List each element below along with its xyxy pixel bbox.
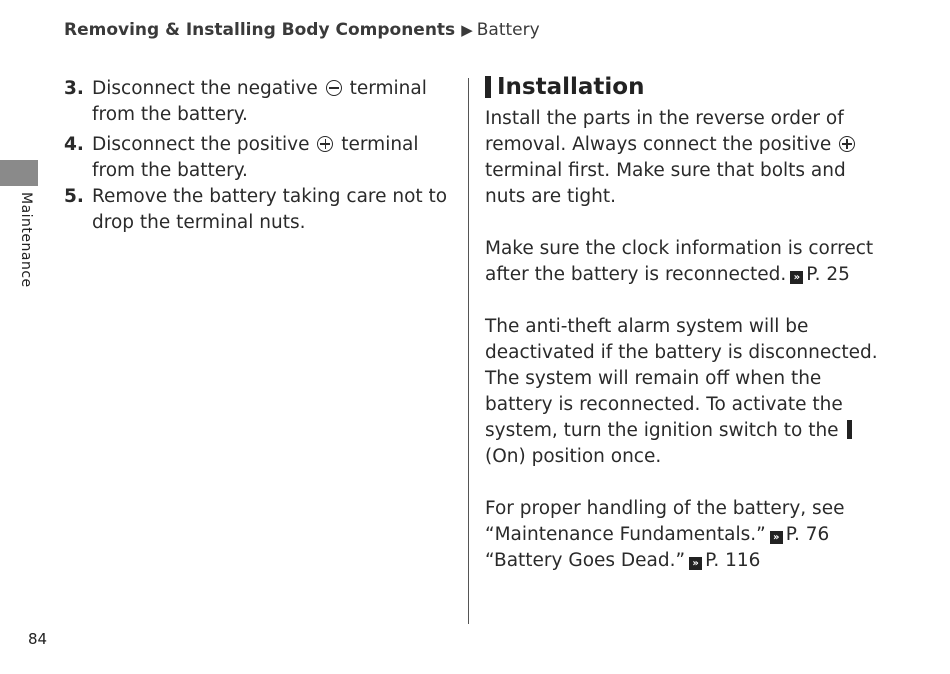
installation-section [485,74,885,574]
page-reference-icon: » [689,557,702,570]
install-text-after: terminal first. Make sure that bolts and nuts are tight. [485,160,846,207]
ignition-on-icon [847,420,852,439]
alarm-activate-after: (On) position once. [485,446,662,467]
clock-page-ref-link[interactable]: P. 25 [806,264,850,285]
install-text-before: Install the parts in the reverse order of removal. Always connect the positive [485,108,844,155]
breadcrumb [64,20,540,40]
breadcrumb-section[interactable]: Removing & Installing Body Components [64,20,456,40]
procedure-steps [64,76,454,236]
step-number: 3. [64,78,84,99]
page-reference-icon: » [790,271,803,284]
page-reference-icon: » [770,531,783,544]
step-text-after: terminal from the battery. [92,78,427,125]
step-number: 5. [64,186,84,207]
side-tab-label: Maintenance [18,192,34,288]
battery-dead-page-ref-link[interactable]: P. 116 [705,550,761,571]
step-4 [64,132,454,184]
step-text-after: terminal from the battery. [92,134,419,181]
section-heading [485,74,885,100]
step-text [92,132,454,184]
alarm-text-2: The system will remain off when the battery is reconnected. [485,368,822,415]
alarm-activate-before: To activate the system, turn the ignition switch to the [485,394,843,441]
heading-bar-icon [485,76,491,98]
breadcrumb-arrow-icon: ▶ [461,21,473,39]
section-title: Installation [497,74,645,100]
minus-circle-icon [326,80,342,96]
battery-dead-ref-text: “Battery Goes Dead.” [485,550,686,571]
step-text [92,76,454,128]
plus-circle-icon [317,136,333,152]
handling-paragraph [485,496,885,574]
step-text-before: Disconnect the negative [92,78,318,99]
step-number: 4. [64,134,84,155]
step-text-before: Disconnect the positive [92,134,310,155]
plus-circle-icon [839,136,855,152]
page-number: 84 [28,630,48,648]
install-paragraph [485,106,885,210]
maintenance-page-ref-link[interactable]: P. 76 [785,524,830,545]
step-5 [64,184,454,236]
step-text: Remove the battery taking care not to drop the terminal nuts. [92,186,448,233]
maintenance-ref-text: “Maintenance Fundamentals.” [485,524,766,545]
column-divider [468,78,469,624]
alarm-text-1: The anti-theft alarm system will be deactivated if the battery is disconnected. [485,316,878,363]
breadcrumb-page: Battery [476,20,540,40]
alarm-paragraph [485,314,885,470]
handling-text: For proper handling of the battery, see [485,498,845,519]
clock-text: Make sure the clock information is correct after the battery is reconnected. [485,238,874,285]
clock-paragraph [485,236,885,288]
side-tab-marker[interactable] [0,160,38,186]
step-3 [64,76,454,128]
